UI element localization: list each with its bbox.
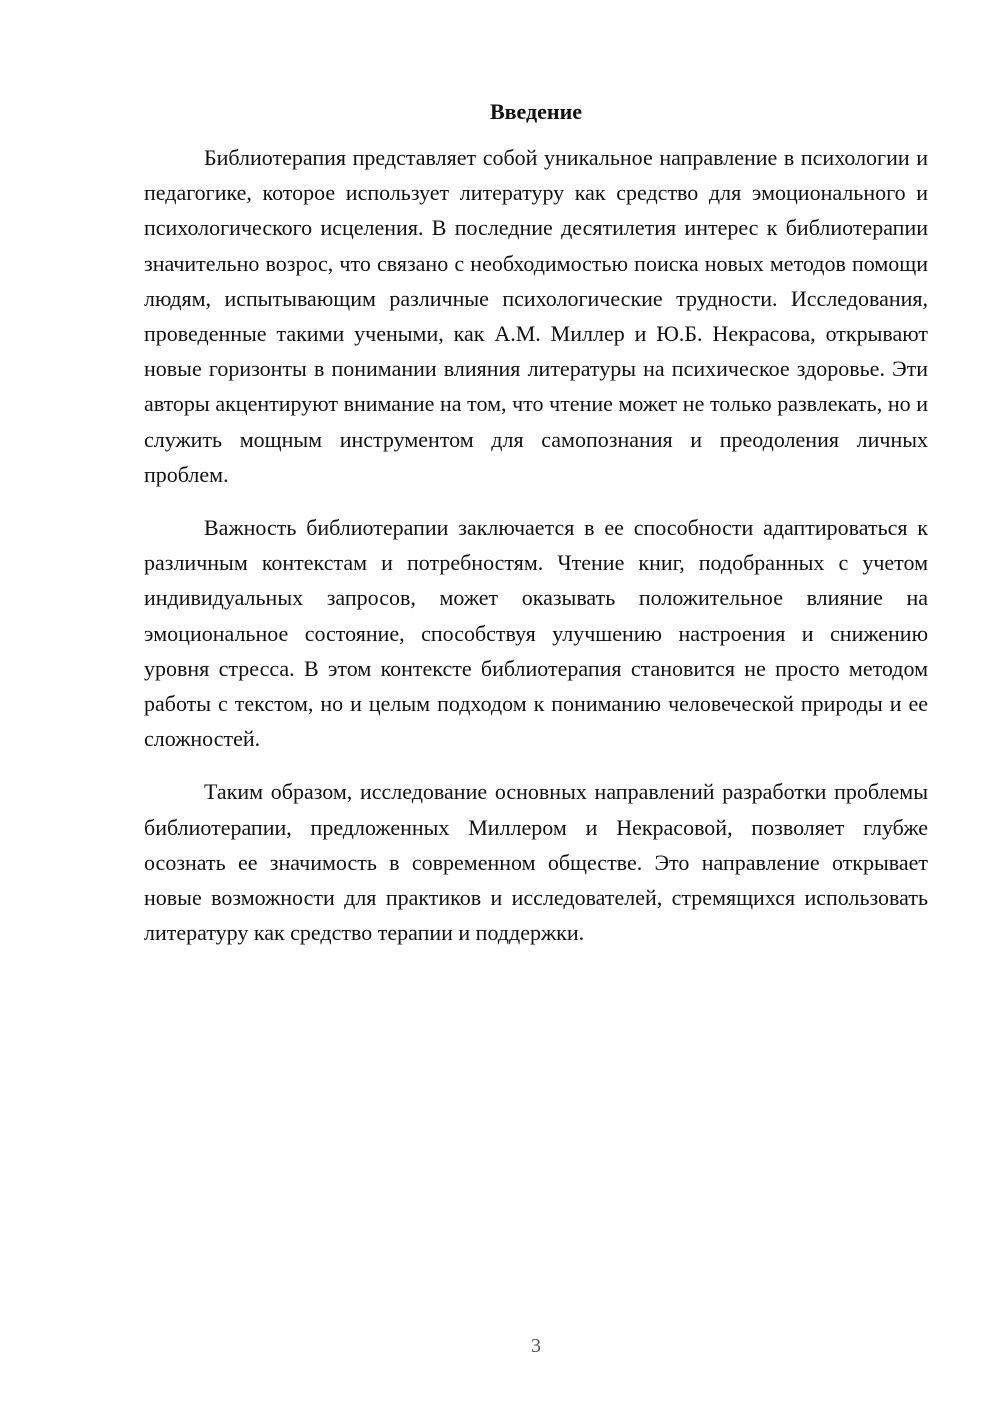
page-content: [144, 96, 928, 968]
paragraph-3: Таким образом, исследование основных направлений разработки проблемы библиотерапии, предложенных Миллером и Некрасовой, позволяет глубже осознать ее значимость в современном обществе. Это направление открывает новые возможности для практиков и исследователей, стремящихся использовать литературу как средство терапии и поддержки.: [144, 779, 928, 946]
paragraph-2: Важность библиотерапии заключается в ее способности адаптироваться к различным контекстам и потребностям. Чтение книг, подобранных с учетом индивидуальных запросов, может оказывать положительное влияние на эмоциональное состояние, способствуя улучшению настроения и снижению уровня стресса. В этом контексте библиотерапия становится не просто методом работы с текстом, но и целым подходом к пониманию человеческой природы и ее сложностей.: [144, 515, 928, 752]
section-title: Введение: [489, 99, 583, 124]
page-number: 3: [531, 1335, 541, 1357]
paragraph-1: Библиотерапия представляет собой уникальное направление в психологии и педагогике, которое использует литературу как средство для эмоционального и психологического исцеления. В последние десятилетия интерес к библиотерапии значительно возрос, что связано с необходимостью поиска новых методов помощи людям, испытывающим различные психологические трудности. Исследования, проведенные такими учеными, как А.М. Миллер и Ю.Б. Некрасова, открывают новые горизонты в понимании влияния литературы на психическое здоровье. Эти авторы акцентируют внимание на том, что чтение может не только развлекать, но и служить мощным инструментом для самопознания и преодоления личных проблем.: [144, 145, 928, 487]
